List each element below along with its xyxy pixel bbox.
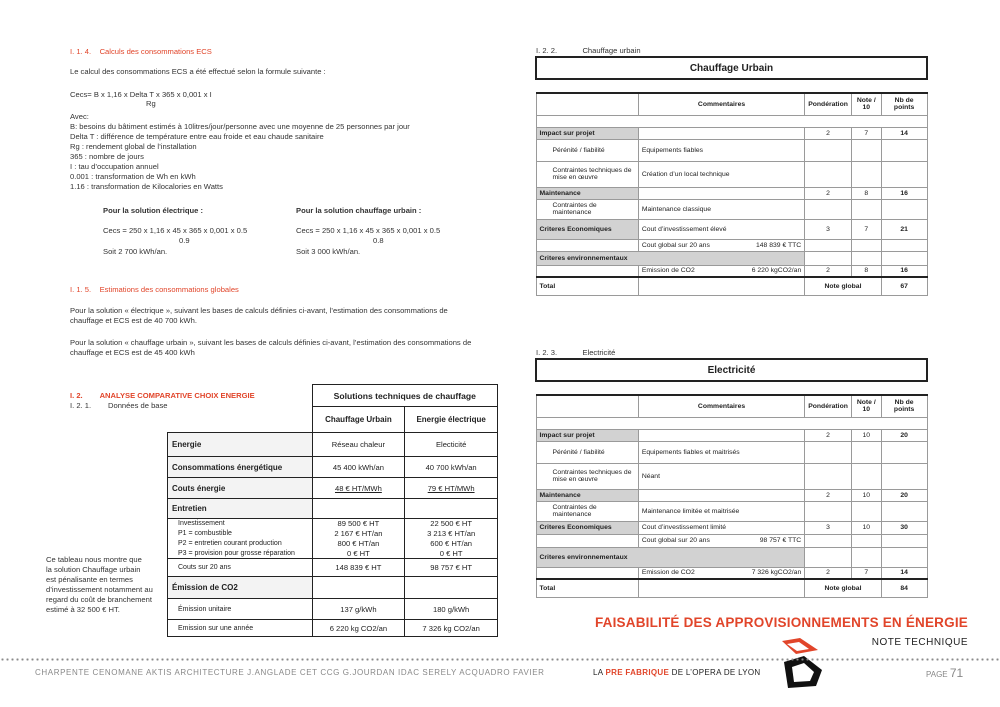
table-row <box>536 521 927 534</box>
table-row <box>536 265 927 277</box>
cell: 40 700 kWh/an <box>405 457 498 478</box>
table-row <box>536 127 927 139</box>
cell: 8 <box>851 187 881 199</box>
row-label: Émission unitaire <box>168 599 313 620</box>
table-row <box>168 549 498 559</box>
table-row <box>536 547 927 567</box>
cell: 16 <box>881 187 927 199</box>
row-label: Entretien <box>168 499 313 519</box>
row-label: Emission sur une année <box>168 620 313 637</box>
criterion-label: Pérénité / fiabilité <box>536 139 638 161</box>
criterion-label: Pérénité / fiabilité <box>536 441 638 463</box>
comment: Néant <box>638 463 804 489</box>
cell: 79 € HT/MWh <box>405 478 498 499</box>
def-line: Delta T : différence de température entre eau froide et eau chaude sanitaire <box>70 132 324 141</box>
donnees-heading: I. 2. 1. Données de base <box>70 401 168 410</box>
table-row <box>536 219 927 239</box>
side-note-line: Ce tableau nous montre que <box>46 555 142 564</box>
cell: 48 € HT/MWh <box>312 478 405 499</box>
cell: 98 757 € HT <box>405 559 498 577</box>
comment: Cout global sur 20 ans 148 839 € TTC <box>638 239 804 251</box>
table-row <box>536 187 927 199</box>
row-label: Couts énergie <box>168 478 313 499</box>
category-label: Criteres environnementaux <box>536 251 805 265</box>
cell: 7 <box>851 219 881 239</box>
cell: 0 € HT <box>312 549 405 559</box>
table-row <box>168 539 498 549</box>
col-header: Note / 10 <box>851 395 881 417</box>
cell: 800 € HT/an <box>312 539 405 549</box>
table-row <box>168 457 498 478</box>
urbain-heading: I. 2. 2. Chauffage urbain <box>536 46 641 55</box>
side-note-line: est pénalisante en termes <box>46 575 133 584</box>
def-line: B: besoins du bâtiment estimés à 10litres/jour/personne avec une moyenne de 25 personnes par jour <box>70 122 410 131</box>
table-row <box>536 567 927 579</box>
category-label: Impact sur projet <box>536 429 638 441</box>
def-line: 365 : nombre de jours <box>70 152 144 161</box>
category-label: Maintenance <box>536 187 638 199</box>
row-label: P2 = entretien courant production <box>168 539 313 549</box>
table-row <box>168 385 498 407</box>
col-header: Commentaires <box>638 395 804 417</box>
col-header: Nb de points <box>881 93 927 115</box>
sol-urb-title: Pour la solution chauffage urbain : <box>296 206 422 215</box>
row-label: P1 = combustible <box>168 529 313 539</box>
cell: 7 326 kg CO2/an <box>405 620 498 637</box>
table-row <box>536 441 927 463</box>
sol-elec-result: Soit 2 700 kWh/an. <box>103 247 168 256</box>
col-header: Commentaires <box>638 93 804 115</box>
anal-heading: I. 2. ANALYSE COMPARATIVE CHOIX ENERGIE <box>70 391 255 400</box>
col-header: Energie électrique <box>405 407 498 433</box>
glob-p2-line: Pour la solution « chauffage urbain », suivant les bases de calculs définies ci-avant, l’estimation des consommations de <box>70 338 472 347</box>
cell: 45 400 kWh/an <box>312 457 405 478</box>
formula-line-2: Rg <box>146 99 156 108</box>
ecs-intro: Le calcul des consommations ECS a été effectué selon la formule suivante : <box>70 67 326 76</box>
category-label: Criteres environnementaux <box>536 547 805 567</box>
sol-elec-title: Pour la solution électrique : <box>103 206 203 215</box>
formula-line-1: Cecs= B x 1,16 x Delta T x 365 x 0,001 x I <box>70 90 212 99</box>
urbain-score-table <box>535 56 928 296</box>
col-header: Nb de points <box>881 395 927 417</box>
criterion-label: Contraintes de maintenance <box>536 501 638 521</box>
comment: Emission de CO2 7 326 kgCO2/an <box>638 567 804 579</box>
cell: 2 167 € HT/an <box>312 529 405 539</box>
cell: 10 <box>851 429 881 441</box>
table-row <box>536 79 927 93</box>
cell: 89 500 € HT <box>312 519 405 529</box>
cell: 2 <box>805 429 852 441</box>
table-row <box>536 489 927 501</box>
table-row <box>536 534 927 547</box>
comment: Cout global sur 20 ans 98 757 € TTC <box>638 534 804 547</box>
cell: 10 <box>851 489 881 501</box>
comparison-title: Solutions techniques de chauffage <box>312 385 497 407</box>
cell: 180 g/kWh <box>405 599 498 620</box>
comment: Cout d’investissement élevé <box>638 219 804 239</box>
cell: 137 g/kWh <box>312 599 405 620</box>
row-label: Consommations énergétique <box>168 457 313 478</box>
def-line: I : tau d’occupation annuel <box>70 162 159 171</box>
total-score: 84 <box>881 579 927 597</box>
table-row <box>168 407 498 433</box>
table-row <box>536 251 927 265</box>
total-label: Total <box>536 579 638 597</box>
table-row <box>536 57 927 79</box>
row-label: P3 = provision pour grosse réparation <box>168 549 313 559</box>
glob-p2-line: chauffage et ECS est de 45 400 kWh <box>70 348 195 357</box>
avec-label: Avec: <box>70 112 89 121</box>
cell: 21 <box>881 219 927 239</box>
note-global-label: Note global <box>805 579 882 597</box>
criterion-label: Contraintes techniques de mise en œuvre <box>536 463 638 489</box>
sol-elec-divisor: 0.9 <box>179 236 190 245</box>
footer-dotted-rule <box>0 658 1000 661</box>
total-score: 67 <box>881 277 927 295</box>
comment: Création d’un local technique <box>638 161 804 187</box>
elec-title: Electricité <box>536 359 927 381</box>
cell: 2 <box>805 187 852 199</box>
document-banner-title: FAISABILITÉ DES APPROVISIONNEMENTS EN ÉNERGIE <box>594 615 968 630</box>
def-line: 1.16 : transformation de Kilocalories en Watts <box>70 182 223 191</box>
cell: 20 <box>881 429 927 441</box>
table-row <box>536 501 927 521</box>
cell: 2 <box>805 265 852 277</box>
pre-fabrique-logo-icon <box>778 636 830 690</box>
cell: Réseau chaleur <box>312 433 405 457</box>
cell: 20 <box>881 489 927 501</box>
table-row <box>168 559 498 577</box>
cell: 2 <box>805 489 852 501</box>
row-label: Couts sur 20 ans <box>168 559 313 577</box>
cell: 3 <box>805 521 852 534</box>
cell: 7 <box>851 567 881 579</box>
side-note-line: d’investissement notamment au <box>46 585 153 594</box>
row-label: Émission de CO2 <box>168 577 313 599</box>
comment: Maintenance limitée et maitrisée <box>638 501 804 521</box>
table-row <box>536 381 927 395</box>
cell: 3 <box>805 219 852 239</box>
table-row <box>168 433 498 457</box>
comment: Cout d’investissement limité <box>638 521 804 534</box>
side-note-line: estimé à 32 500 € HT. <box>46 605 120 614</box>
row-label: Investissement <box>168 519 313 529</box>
sol-urb-formula: Cecs = 250 x 1,16 x 45 x 365 x 0,001 x 0.5 <box>296 226 441 235</box>
category-label: Impact sur projet <box>536 127 638 139</box>
comment: Equipements fiables et maitrisés <box>638 441 804 463</box>
col-header: Pondération <box>805 395 852 417</box>
cell: 7 <box>851 127 881 139</box>
urbain-title: Chauffage Urbain <box>536 57 927 79</box>
table-row <box>536 579 927 597</box>
document-banner-subtitle: NOTE TECHNIQUE <box>871 637 968 648</box>
cell: Electicité <box>405 433 498 457</box>
cell: 3 213 € HT/an <box>405 529 498 539</box>
elec-score-table <box>535 358 928 598</box>
comment: Equipements fiables <box>638 139 804 161</box>
cell: 10 <box>851 521 881 534</box>
table-row <box>536 277 927 295</box>
table-row <box>536 359 927 381</box>
table-row <box>168 519 498 529</box>
comment: Maintenance classique <box>638 199 804 219</box>
cell: 600 € HT/an <box>405 539 498 549</box>
cell: 22 500 € HT <box>405 519 498 529</box>
comparison-table <box>167 384 498 637</box>
sol-urb-divisor: 0.8 <box>373 236 384 245</box>
criterion-label: Contraintes de maintenance <box>536 199 638 219</box>
cell: 14 <box>881 127 927 139</box>
glob-p1-line: chauffage et ECS est de 40 700 kWh. <box>70 316 197 325</box>
cell: 148 839 € HT <box>312 559 405 577</box>
cell: 2 <box>805 567 852 579</box>
cell: 16 <box>881 265 927 277</box>
category-label: Criteres Economiques <box>536 219 638 239</box>
cell: 8 <box>851 265 881 277</box>
footer-partners: CHARPENTE CENOMANE AKTIS ARCHITECTURE J.ANGLADE CET CCG G.JOURDAN IDAC SERELY ACQUADRO FAVIER <box>35 668 545 677</box>
comment: Emission de CO2 6 220 kgCO2/an <box>638 265 804 277</box>
col-header: Note / 10 <box>851 93 881 115</box>
table-row <box>536 93 927 115</box>
table-row <box>536 115 927 127</box>
table-row <box>536 463 927 489</box>
category-label: Criteres Economiques <box>536 521 638 534</box>
elec-heading: I. 2. 3. Electricité <box>536 348 616 357</box>
table-row <box>168 478 498 499</box>
cell: 0 € HT <box>405 549 498 559</box>
table-row <box>536 161 927 187</box>
criterion-label: Contraintes techniques de mise en œuvre <box>536 161 638 187</box>
cell: 14 <box>881 567 927 579</box>
table-row <box>536 199 927 219</box>
def-line: Rg : rendement global de l’installation <box>70 142 197 151</box>
table-row <box>536 395 927 417</box>
table-row <box>536 239 927 251</box>
cell: 6 220 kg CO2/an <box>312 620 405 637</box>
def-line: 0.001 : transformation de Wh en kWh <box>70 172 196 181</box>
side-note-line: la solution Chauffage urbain <box>46 565 141 574</box>
sol-urb-result: Soit 3 000 kWh/an. <box>296 247 361 256</box>
side-note-line: regard du coût de branchement <box>46 595 152 604</box>
table-row <box>536 139 927 161</box>
col-header: Pondération <box>805 93 852 115</box>
row-label: Energie <box>168 433 313 457</box>
table-row <box>536 429 927 441</box>
table-row <box>168 529 498 539</box>
note-global-label: Note global <box>805 277 882 295</box>
col-header: Chauffage Urbain <box>312 407 405 433</box>
cell: 30 <box>881 521 927 534</box>
table-row <box>536 417 927 429</box>
sol-elec-formula: Cecs = 250 x 1,16 x 45 x 365 x 0,001 x 0.5 <box>103 226 248 235</box>
ecs-heading: I. 1. 4. Calculs des consommations ECS <box>70 47 212 56</box>
glob-heading: I. 1. 5. Estimations des consommations globales <box>70 285 239 294</box>
table-row <box>168 620 498 637</box>
footer-page-number: PAGE 71 <box>926 666 964 680</box>
total-label: Total <box>536 277 638 295</box>
cell: 2 <box>805 127 852 139</box>
table-row <box>168 577 498 599</box>
table-row <box>168 599 498 620</box>
footer-project: LA PRE FABRIQUE DE L’OPERA DE LYON <box>593 668 761 677</box>
table-row <box>168 499 498 519</box>
category-label: Maintenance <box>536 489 638 501</box>
glob-p1-line: Pour la solution « électrique », suivant les bases de calculs définies ci-avant, l’estimation des consommations de <box>70 306 448 315</box>
